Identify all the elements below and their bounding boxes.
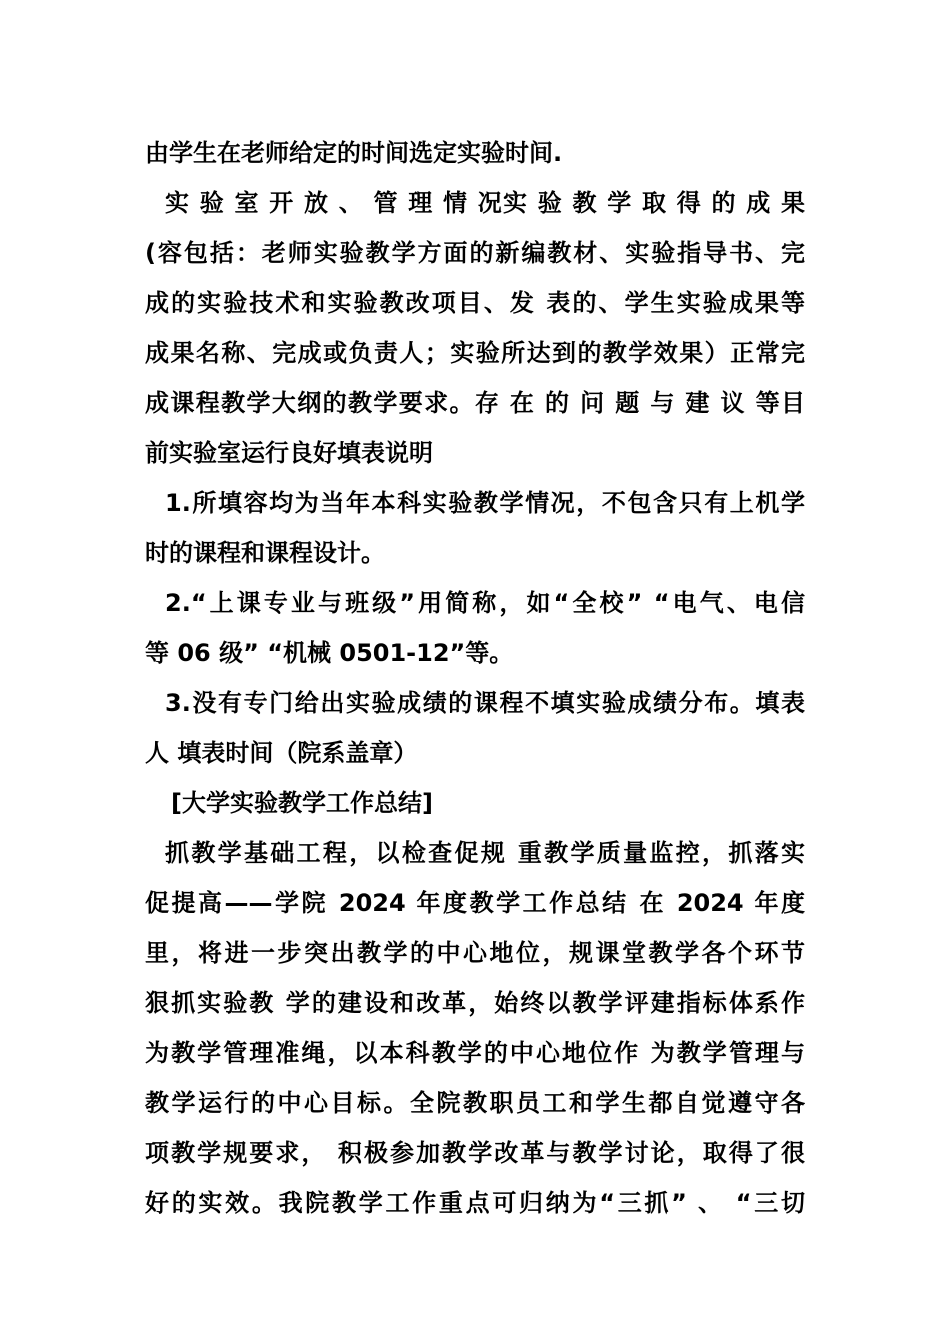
text-line: 成的实验技术和实验教改项目、发 表的、学生实验成果等 bbox=[145, 289, 805, 317]
text-line: 项教学规要求， 积极参加教学改革与教学讨论，取得了很 bbox=[145, 1139, 805, 1167]
section-heading: [大学实验教学工作总结] bbox=[171, 789, 433, 817]
text-line: 促提高——学院 2024 年度教学工作总结 在 2024 年度 bbox=[145, 889, 805, 917]
text-line: 狠抓实验教 学的建设和改革，始终以教学评建指标体系作 bbox=[145, 989, 805, 1017]
text-line: 为教学管理准绳，以本科教学的中心地位作 为教学管理与 bbox=[145, 1039, 805, 1067]
text-line: 成果名称、完成或负责人；实验所达到的教学效果）正常完 bbox=[145, 339, 805, 367]
list-item-2: 2.“上课专业与班级”用简称，如“全校” “电气、电信 bbox=[165, 589, 805, 617]
text-line: 等 06 级” “机械 0501-12”等。 bbox=[145, 639, 514, 667]
list-item-1: 1.所填容均为当年本科实验教学情况，不包含只有上机学 bbox=[165, 489, 805, 517]
text-line: 教学运行的中心目标。全院教职员工和学生都自觉遵守各 bbox=[145, 1089, 805, 1117]
text-line: (容包括：老师实验教学方面的新编教材、实验指导书、完 bbox=[145, 239, 805, 267]
text-line: 由学生在老师给定的时间选定实验时间. bbox=[145, 139, 563, 167]
text-line: 人 填表时间（院系盖章） bbox=[145, 739, 418, 767]
text-line: 成课程教学大纲的教学要求。存 在 的 问 题 与 建 议 等目 bbox=[145, 389, 805, 417]
text-line: 抓教学基础工程，以检查促规 重教学质量监控，抓落实 bbox=[165, 839, 805, 867]
list-item-3: 3.没有专门给出实验成绩的课程不填实验成绩分布。填表 bbox=[165, 689, 805, 717]
text-line: 实 验 室 开 放 、 管 理 情 况实 验 教 学 取 得 的 成 果 bbox=[165, 189, 805, 217]
document-body bbox=[145, 128, 805, 1228]
text-line: 里，将进一步突出教学的中心地位，规课堂教学各个环节 bbox=[145, 939, 805, 967]
text-line: 好的实效。我院教学工作重点可归纳为“三抓” 、 “三切 bbox=[145, 1189, 805, 1217]
text-line: 时的课程和课程设计。 bbox=[145, 539, 385, 567]
text-line: 前实验室运行良好填表说明 bbox=[145, 439, 433, 467]
